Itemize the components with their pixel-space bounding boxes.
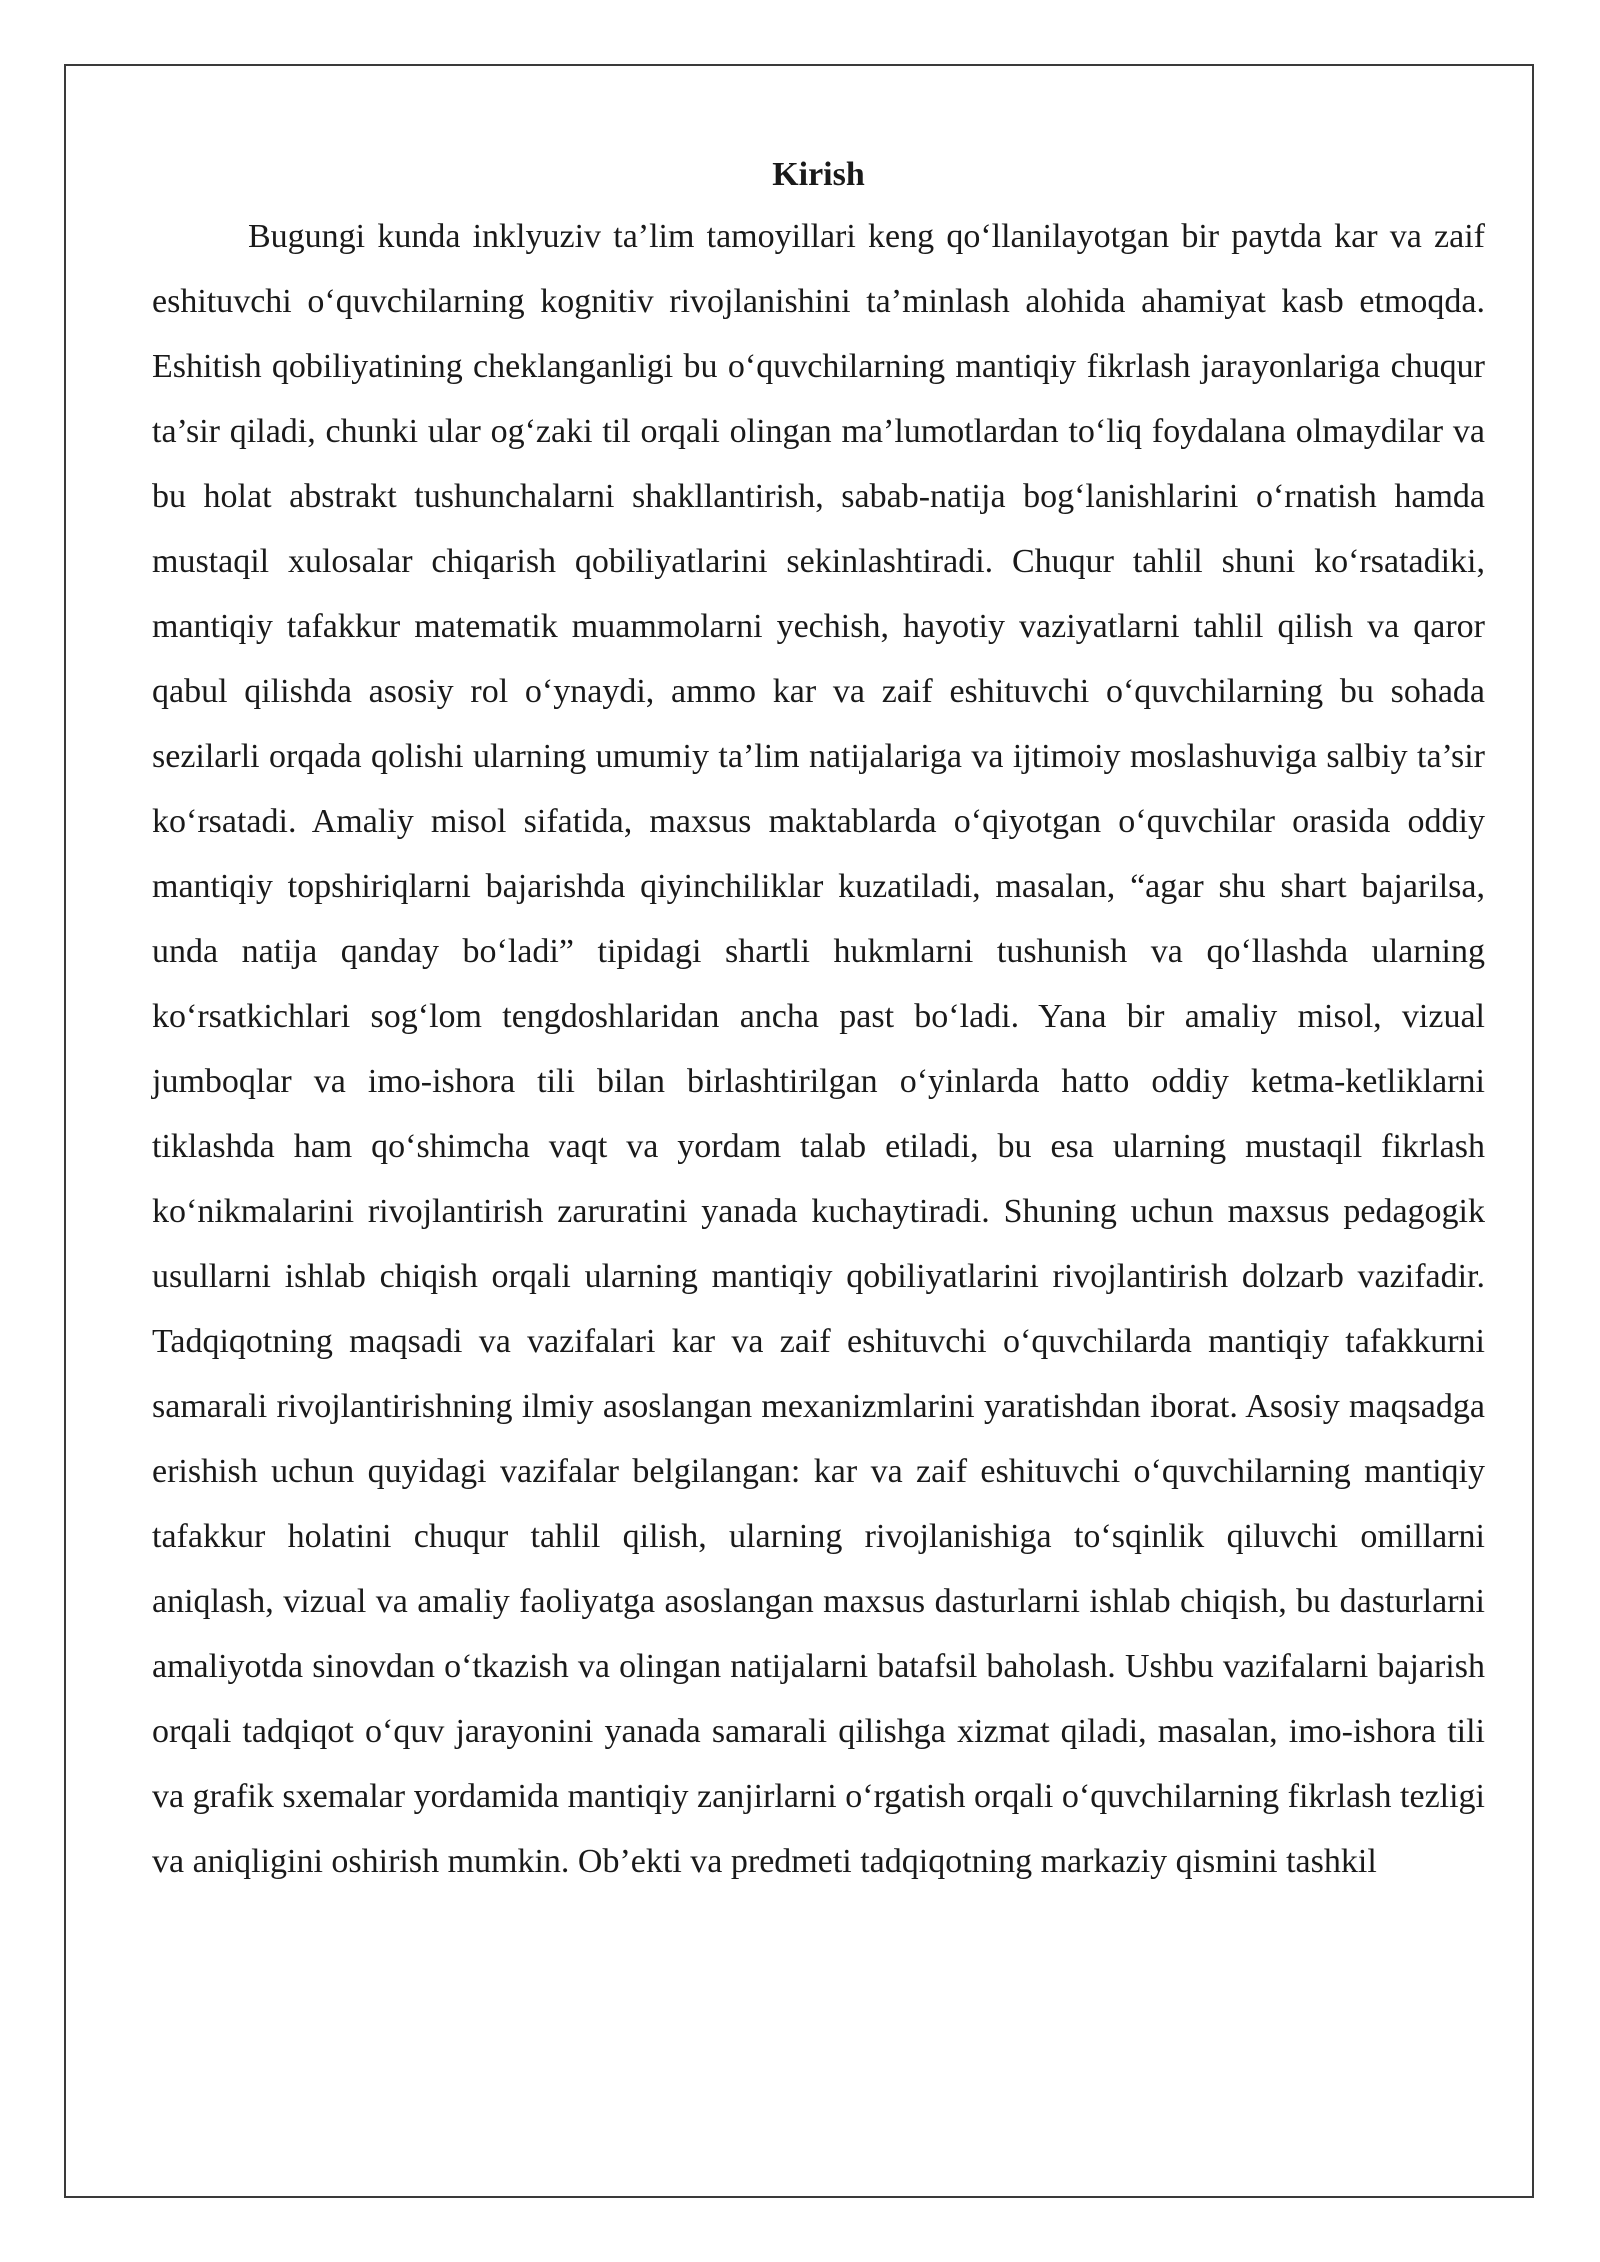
document-title: Kirish	[772, 156, 865, 193]
body-paragraph: Bugungi kunda inklyuziv ta’lim tamoyillari keng qo‘llanilayotgan bir paytda kar va zaif eshituvchi o‘quvchilarning kognitiv rivojlanishini ta’minlash alohida ahamiyat kasb etmoqda. Eshitish qobiliyatining cheklanganligi bu o‘quvchilarning mantiqiy fikrlash jarayonlariga chuqur ta’sir qiladi, chunki ular og‘zaki til orqali olingan ma’lumotlardan to‘liq foydalana olmaydilar va bu holat abstrakt tushunchalarni shakllantirish, sabab-natija bog‘lanishlarini o‘rnatish hamda mustaqil xulosalar chiqarish qobiliyatlarini sekinlashtiradi. Chuqur tahlil shuni ko‘rsatadiki, mantiqiy tafakkur matematik muammolarni yechish, hayotiy vaziyatlarni tahlil qilish va qaror qabul qilishda asosiy rol o‘ynaydi, ammo kar va zaif eshituvchi o‘quvchilarning bu sohada sezilarli orqada qolishi ularning umumiy ta’lim natijalariga va ijtimoiy moslashuviga salbiy ta’sir ko‘rsatadi. Amaliy misol sifatida, maxsus maktablarda o‘qiyotgan o‘quvchilar orasida oddiy mantiqiy topshiriqlarni bajarishda qiyinchiliklar kuzatiladi, masalan, “agar shu shart bajarilsa, unda natija qanday bo‘ladi” tipidagi shartli hukmlarni tushunish va qo‘llashda ularning ko‘rsatkichlari sog‘lom tengdoshlaridan ancha past bo‘ladi. Yana bir amaliy misol, vizual jumboqlar va imo-ishora tili bilan birlashtirilgan o‘yinlarda hatto oddiy ketma-ketliklarni tiklashda ham qo‘shimcha vaqt va yordam talab etiladi, bu esa ularning mustaqil fikrlash ko‘nikmalarini rivojlantirish zaruratini yanada kuchaytiradi. Shuning uchun maxsus pedagogik usullarni ishlab chiqish orqali ularning mantiqiy qobiliyatlarini rivojlantirish dolzarb vazifadir. Tadqiqotning maqsadi va vazifalari kar va zaif eshituvchi o‘quvchilarda mantiqiy tafakkurni samarali rivojlantirishning ilmiy asoslangan mexanizmlarini yaratishdan iborat. Asosiy maqsadga erishish uchun quyidagi vazifalar belgilangan: kar va zaif eshituvchi o‘quvchilarning mantiqiy tafakkur holatini chuqur tahlil qilish, ularning rivojlanishiga to‘sqinlik qiluvchi omillarni aniqlash, vizual va amaliy faoliyatga asoslangan maxsus dasturlarni ishlab chiqish, bu dasturlarni amaliyotda sinovdan o‘tkazish va olingan natijalarni batafsil baholash. Ushbu vazifalarni bajarish orqali tadqiqot o‘quv jarayonini yanada samarali qilishga xizmat qiladi, masalan, imo-ishora tili va grafik sxemalar yordamida mantiqiy zanjirlarni o‘rgatish orqali o‘quvchilarning fikrlash tezligi va aniqligini oshirish mumkin. Ob’ekti va predmeti tadqiqotning markaziy qismini tashkil	[152, 218, 1485, 1880]
document-body	[152, 146, 1485, 1894]
